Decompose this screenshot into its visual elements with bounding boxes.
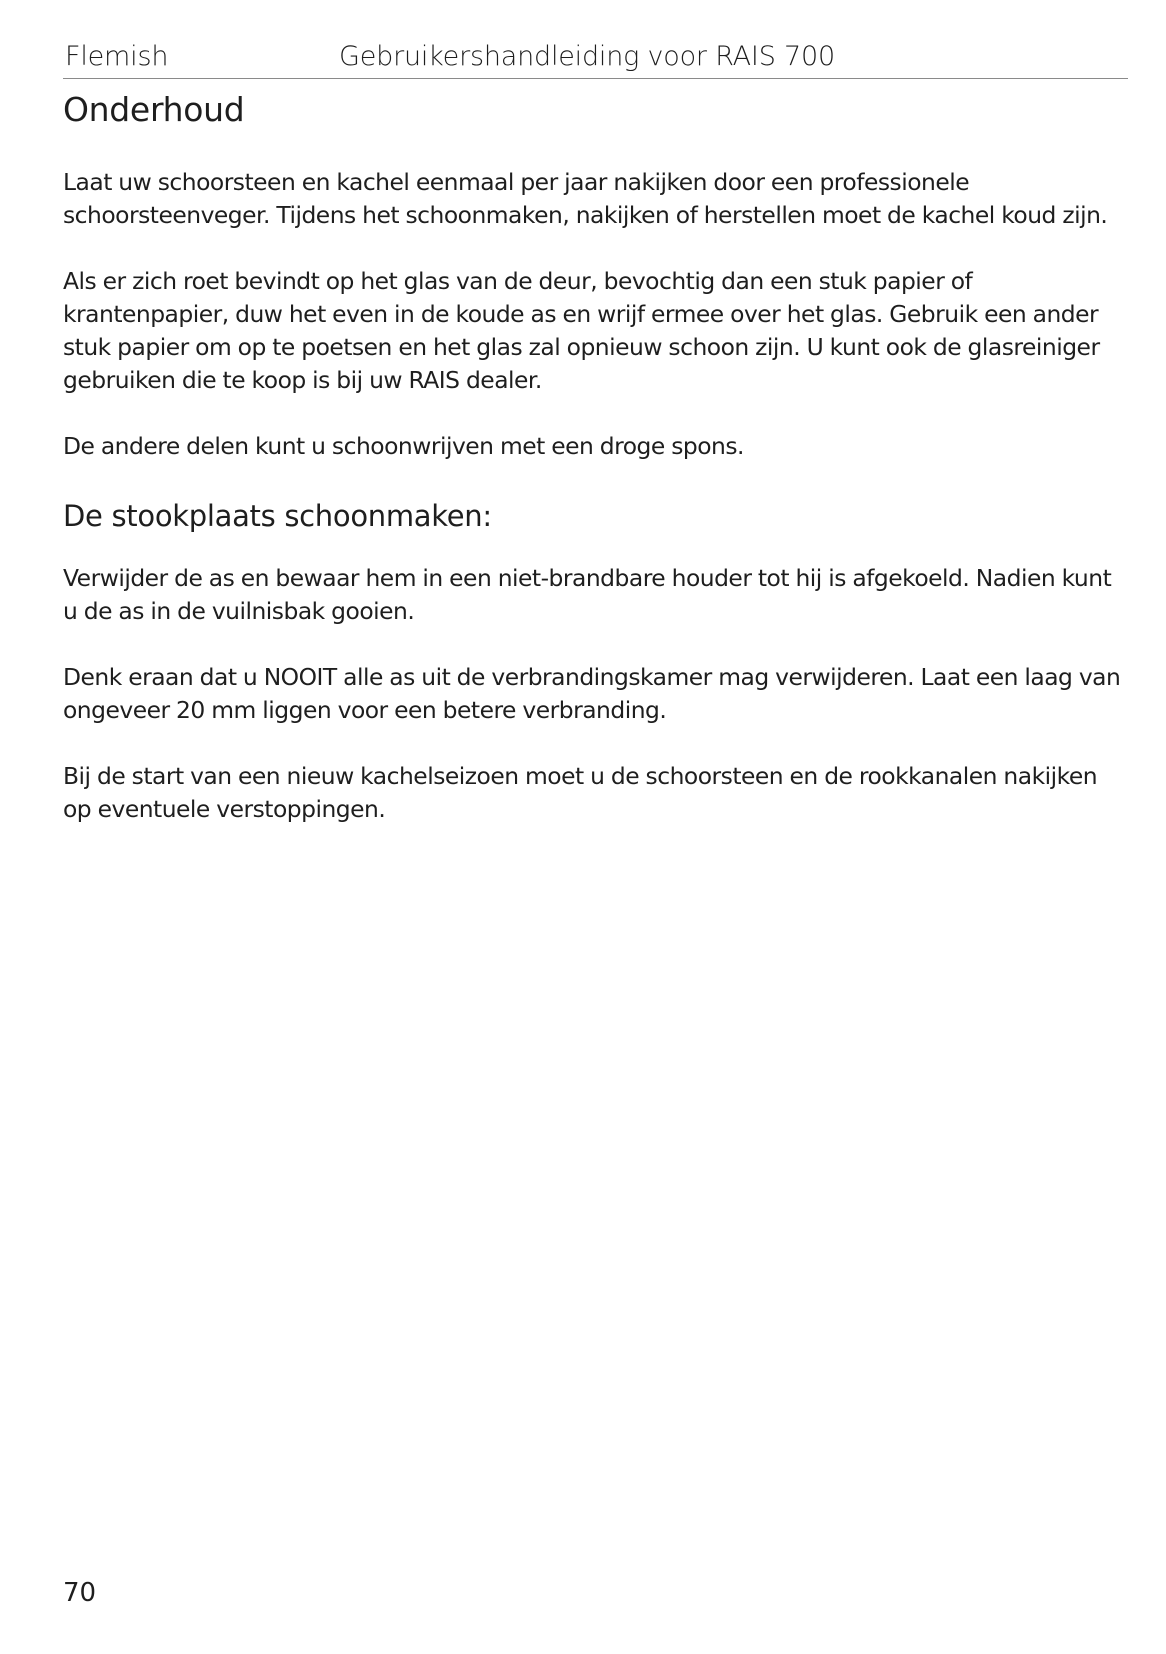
page-header bbox=[63, 38, 1128, 79]
paragraph: De andere delen kunt u schoonwrijven met een droge spons. bbox=[63, 432, 744, 460]
section-heading-onderhoud: Onderhoud bbox=[63, 90, 245, 129]
section-heading-stookplaats: De stookplaats schoonmaken: bbox=[63, 499, 492, 533]
header-manual-title: Gebruikershandleiding voor RAIS 700 bbox=[339, 41, 835, 72]
paragraph: Bij de start van een nieuw kachelseizoen moet u de schoorsteen en de rookkanalen nakijken op eventuele verstoppingen. bbox=[63, 762, 1098, 823]
paragraph: Denk eraan dat u NOOIT alle as uit de verbrandingskamer mag verwijderen. Laat een laag van ongeveer 20 mm liggen voor een betere verbranding. bbox=[63, 663, 1121, 724]
paragraph: Verwijder de as en bewaar hem in een niet-brandbare houder tot hij is afgekoeld. Nadien kunt u de as in de vuilnisbak gooien. bbox=[63, 564, 1112, 625]
header-language: Flemish bbox=[65, 41, 169, 72]
page-number: 70 bbox=[63, 1578, 97, 1608]
paragraph: Als er zich roet bevindt op het glas van de deur, bevochtig dan een stuk papier of krantenpapier, duw het even in de koude as en wrijf ermee over het glas. Gebruik een ander stuk papier om op te poetsen en het glas zal opnieuw schoon zijn. U kunt ook de glasreiniger gebruiken die te koop is bij uw RAIS dealer. bbox=[63, 267, 1100, 394]
page-content bbox=[63, 88, 1123, 859]
paragraph: Laat uw schoorsteen en kachel eenmaal per jaar nakijken door een professionele schoorsteenveger. Tijdens het schoonmaken, nakijken of herstellen moet de kachel koud zijn. bbox=[63, 168, 1108, 229]
